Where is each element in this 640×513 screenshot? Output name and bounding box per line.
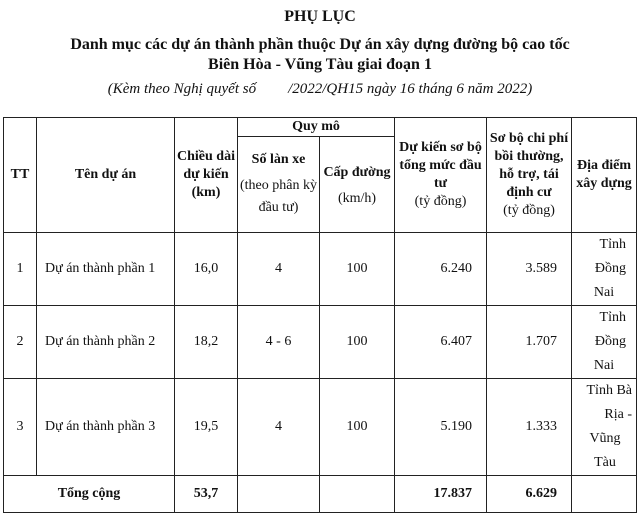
header-compensation [487,118,572,233]
cell-length: 19,5 [175,379,238,476]
cell-length: 16,0 [175,233,238,306]
header-invest [395,118,487,233]
resolution-note-part1: (Kèm theo Nghị quyết số [107,81,257,97]
table-row [4,233,637,306]
cell-compensation: 3.589 [487,233,572,306]
header-name: Tên dự án [37,118,175,233]
cell-location-line1: Tỉnh Đồng [594,237,626,276]
total-location-empty [572,476,637,513]
cell-invest: 5.190 [395,379,487,476]
cell-name: Dự án thành phần 2 [37,306,175,379]
appendix-title: PHỤ LỤC [284,8,356,25]
cell-length: 18,2 [175,306,238,379]
project-table [3,117,637,513]
header-compensation-unit: (tỷ đồng) [503,203,555,218]
total-grade-empty [320,476,395,513]
header-grade-unit: (km/h) [337,190,377,206]
header-scale: Quy mô [238,118,395,137]
document-subtitle-line2: Biên Hòa - Vũng Tàu giai đoạn 1 [208,56,432,73]
header-grade-label: Cấp đường [323,164,391,180]
cell-location-line2: Nai [593,358,615,373]
cell-invest: 6.240 [395,233,487,306]
resolution-note-part2: /2022/QH15 ngày 16 tháng 6 năm 2022) [288,81,533,97]
header-lanes-label: Số làn xe [251,151,306,167]
total-label: Tổng cộng [4,476,175,513]
total-length: 53,7 [175,476,238,513]
header-invest-label: Dự kiến sơ bộ tổng mức đầu tư [399,140,482,191]
resolution-note [0,81,640,98]
header-grade [320,137,395,233]
cell-location-line1: Tỉnh Đồng [594,310,626,349]
cell-lanes: 4 [238,379,320,476]
cell-location [572,379,637,476]
cell-grade: 100 [320,233,395,306]
cell-location-line1: Tỉnh Bà Rịa - [586,383,632,422]
cell-tt: 1 [4,233,37,306]
total-invest: 17.837 [395,476,487,513]
header-invest-unit: (tỷ đồng) [414,194,467,209]
cell-lanes: 4 - 6 [238,306,320,379]
total-row [4,476,637,513]
cell-tt: 3 [4,379,37,476]
cell-location [572,306,637,379]
header-lanes [238,137,320,233]
cell-tt: 2 [4,306,37,379]
header-length: Chiều dài dự kiến (km) [175,118,238,233]
table-row [4,379,637,476]
total-lanes-empty [238,476,320,513]
cell-location-line2: Nai [593,285,615,300]
cell-lanes: 4 [238,233,320,306]
cell-compensation: 1.333 [487,379,572,476]
cell-location [572,233,637,306]
cell-name: Dự án thành phần 1 [37,233,175,306]
cell-grade: 100 [320,306,395,379]
header-location: Địa điểm xây dựng [572,118,637,233]
document-subtitle-line1: Danh mục các dự án thành phần thuộc Dự án xây dựng đường bộ cao tốc [70,36,570,53]
cell-grade: 100 [320,379,395,476]
cell-location-line2: Vũng Tàu [589,431,621,470]
cell-invest: 6.407 [395,306,487,379]
cell-name: Dự án thành phần 3 [37,379,175,476]
header-tt: TT [4,118,37,233]
cell-compensation: 1.707 [487,306,572,379]
header-compensation-label: Sơ bộ chi phí bồi thường, hỗ trợ, tái định cư [489,131,569,200]
total-compensation: 6.629 [487,476,572,513]
table-row [4,306,637,379]
header-lanes-note: (theo phân kỳ đầu tư) [240,177,317,215]
